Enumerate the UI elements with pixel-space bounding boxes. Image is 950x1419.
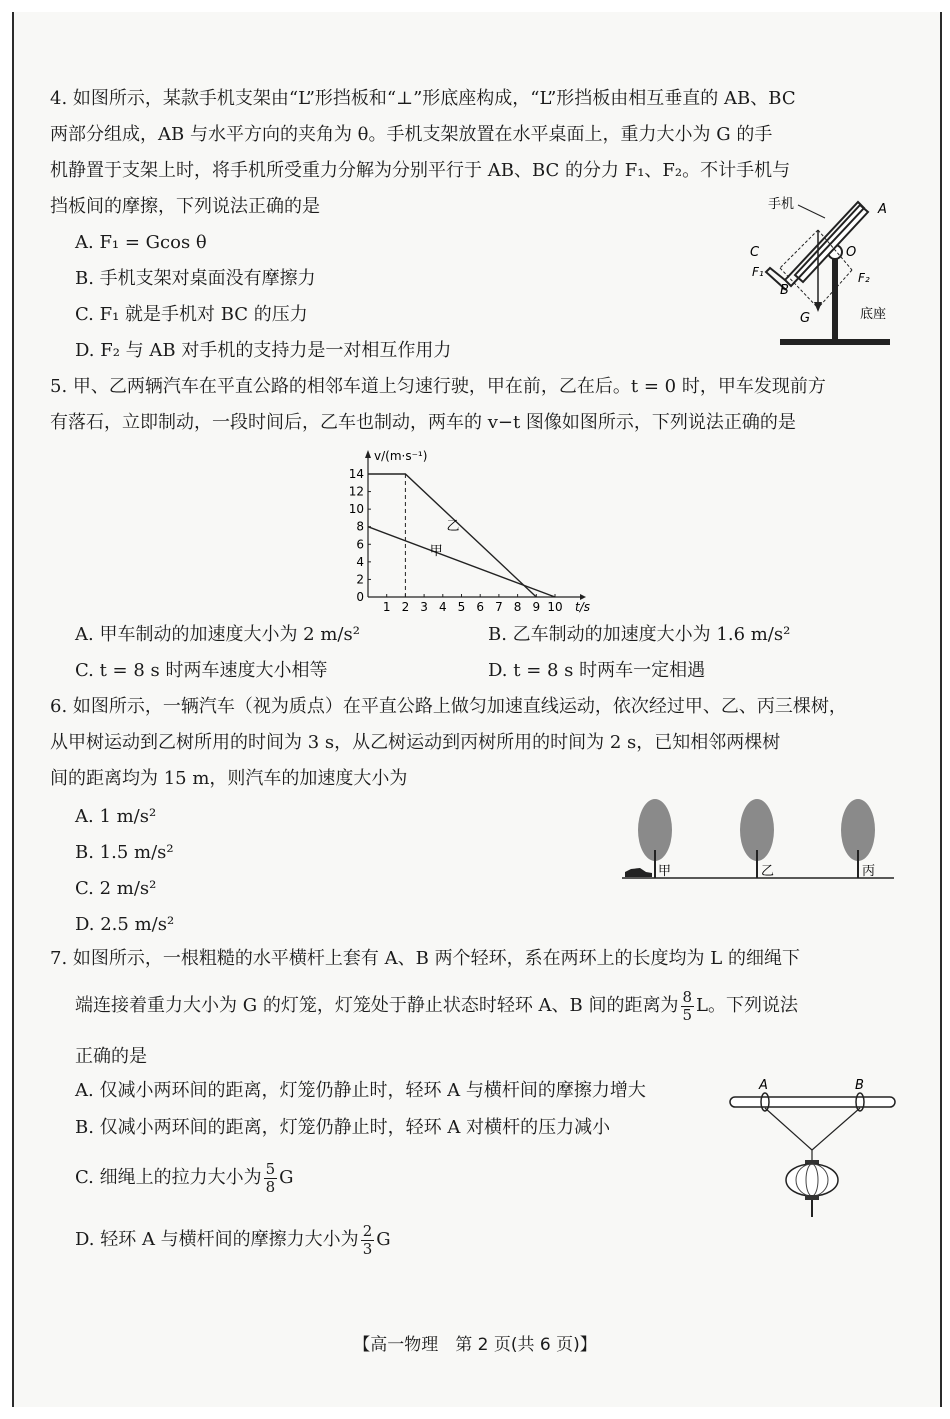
- y-tick-label: 8: [356, 519, 364, 534]
- annotation-jia: 甲: [429, 543, 443, 559]
- fraction-denominator: 5: [682, 1005, 693, 1024]
- y-tick-label: 0: [356, 590, 364, 604]
- q7-line1: 7. 如图所示，一根粗糙的水平横杆上套有 A、B 两个轻环，系在两环上的长度均为 L 的细绳下: [50, 948, 800, 969]
- cross-bar: [730, 1097, 895, 1107]
- q7-option-d-post: G: [376, 1229, 391, 1250]
- q5-line2: 有落石，立即制动，一段时间后，乙车也制动，两车的 v−t 图像如图所示，下列说法正确的是: [50, 412, 796, 433]
- x-tick-label: 7: [495, 600, 503, 614]
- fraction-denominator: 3: [362, 1239, 373, 1258]
- q7-line2-pre: 端连接着重力大小为 G 的灯笼，灯笼处于静止状态时轻环 A、B 间的距离为: [75, 995, 679, 1016]
- page-footer: 【高一物理 第 2 页(共 6 页)】: [353, 1335, 597, 1355]
- q6-option-d: D. 2.5 m/s²: [75, 914, 175, 935]
- y-tick-label: 6: [356, 537, 364, 552]
- car-icon: [625, 868, 652, 877]
- x-tick-label: 6: [476, 600, 485, 614]
- q5-option-b: B. 乙车制动的加速度大小为 1.6 m/s²: [488, 624, 791, 645]
- label-ring-a: A: [759, 1078, 768, 1093]
- annotation-yi: 乙: [446, 519, 460, 535]
- fraction-numerator: 2: [362, 1221, 373, 1240]
- q4-line2: 两部分组成，AB 与水平方向的夹角为 θ。手机支架放置在水平桌面上，重力大小为 G 的手: [50, 124, 773, 145]
- tree-label-yi: 乙: [761, 864, 775, 879]
- q5-line1: 5. 甲、乙两辆汽车在平直公路的相邻车道上匀速行驶，甲在前，乙在后。t = 0 时，甲车发现前方: [50, 376, 826, 397]
- x-tick-label: 10: [547, 600, 563, 614]
- x-axis-label: t/s: [575, 600, 590, 614]
- y-tick-label: 12: [348, 484, 364, 499]
- q7-option-a: A. 仅减小两环间的距离，灯笼仍静止时，轻环 A 与横杆间的摩擦力增大: [75, 1080, 646, 1101]
- q7-option-d-pre: D. 轻环 A 与横杆间的摩擦力大小为: [75, 1229, 359, 1250]
- q5-option-c: C. t = 8 s 时两车速度大小相等: [75, 660, 328, 681]
- x-tick-label: 5: [457, 600, 466, 614]
- q7-option-d: [75, 1218, 391, 1262]
- label-o: O: [846, 245, 857, 260]
- q7-line3: 正确的是: [75, 1046, 147, 1067]
- y-tick-label: 4: [356, 554, 364, 569]
- q5-option-d: D. t = 8 s 时两车一定相遇: [488, 660, 706, 681]
- q7-option-c: [75, 1156, 294, 1200]
- y-axis-label: v/(m·s⁻¹): [374, 449, 428, 463]
- q7-line2-post: L。下列说法: [696, 995, 798, 1016]
- x-tick-label: 9: [532, 600, 541, 614]
- q7-line2: [75, 984, 798, 1028]
- y-axis-arrow: [365, 450, 371, 458]
- q4-option-b: B. 手机支架对桌面没有摩擦力: [75, 268, 316, 289]
- rope-a: [765, 1108, 812, 1150]
- q5-option-a: A. 甲车制动的加速度大小为 2 m/s²: [75, 624, 360, 645]
- q6-option-a: A. 1 m/s²: [75, 806, 157, 827]
- q6-line2: 从甲树运动到乙树所用的时间为 3 s，从乙树运动到丙树所用的时间为 2 s，已知相邻两棵树: [50, 732, 781, 753]
- q4-phone-stand-figure: [740, 190, 910, 355]
- q7-option-b: B. 仅减小两环间的距离，灯笼仍静止时，轻环 A 对横杆的压力减小: [75, 1117, 611, 1138]
- q4-option-d: D. F₂ 与 AB 对手机的支持力是一对相互作用力: [75, 340, 452, 361]
- q7-option-c-post: G: [279, 1167, 294, 1188]
- q5-vt-chart: [340, 444, 610, 616]
- q6-line3: 间的距离均为 15 m，则汽车的加速度大小为: [50, 768, 408, 789]
- label-a: A: [878, 202, 887, 217]
- q4-line3: 机静置于支架上时，将手机所受重力分解为分别平行于 AB、BC 的分力 F₁、F₂。不计手机与: [50, 160, 791, 181]
- tree-label-bing: 丙: [862, 864, 876, 879]
- y-tick-label: 14: [348, 467, 364, 481]
- q6-line1: 6. 如图所示，一辆汽车（视为质点）在平直公路上做匀加速直线运动，依次经过甲、乙、丙三棵树，: [50, 696, 847, 717]
- x-tick-label: 3: [420, 600, 428, 614]
- label-base: 底座: [860, 307, 887, 322]
- label-b: B: [780, 283, 789, 298]
- q7-option-c-fraction: [264, 1161, 278, 1196]
- fraction-numerator: 5: [265, 1159, 276, 1178]
- q6-option-b: B. 1.5 m/s²: [75, 842, 174, 863]
- q7-lantern-figure: [725, 1075, 900, 1225]
- series-line-1: [368, 527, 555, 597]
- rope-b: [812, 1108, 860, 1150]
- label-phone: 手机: [768, 197, 795, 212]
- tree-label-jia: 甲: [658, 864, 672, 879]
- q7-distance-fraction: [681, 989, 695, 1024]
- label-f1: F₁: [752, 265, 764, 279]
- fraction-numerator: 8: [682, 987, 693, 1006]
- fraction-denominator: 8: [265, 1177, 276, 1196]
- x-tick-label: 2: [401, 600, 410, 614]
- q7-option-d-fraction: [361, 1223, 375, 1258]
- q6-option-c: C. 2 m/s²: [75, 878, 157, 899]
- q4-line4: 挡板间的摩擦，下列说法正确的是: [50, 196, 320, 217]
- q4-line1: 4. 如图所示，某款手机支架由“L”形挡板和“⊥”形底座构成，“L”形挡板由相互垂直的 AB、BC: [50, 88, 796, 109]
- y-tick-label: 2: [356, 572, 364, 587]
- q7-option-c-pre: C. 细绳上的拉力大小为: [75, 1167, 262, 1188]
- q6-trees-figure: [620, 795, 900, 885]
- label-ring-b: B: [855, 1078, 864, 1093]
- q4-option-c: C. F₁ 就是手机对 BC 的压力: [75, 304, 308, 325]
- x-tick-label: 8: [513, 600, 522, 614]
- x-tick-label: 1: [382, 600, 391, 614]
- y-tick-label: 10: [348, 502, 364, 517]
- label-g: G: [800, 311, 811, 326]
- label-c: C: [750, 245, 760, 260]
- label-f2: F₂: [858, 271, 870, 285]
- x-tick-label: 4: [438, 600, 447, 614]
- lantern-body: [786, 1164, 838, 1196]
- q4-option-a: A. F₁ = Gcos θ: [75, 232, 207, 253]
